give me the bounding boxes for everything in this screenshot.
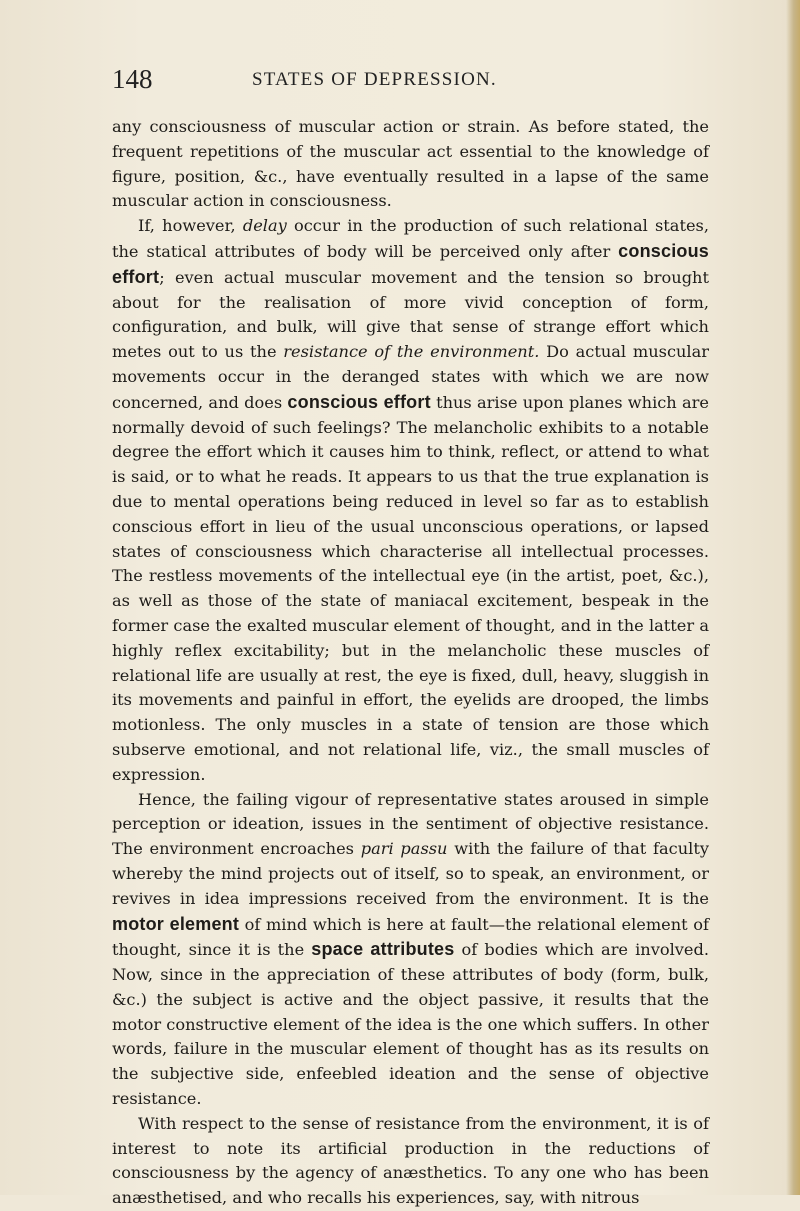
text-run: of bodies which are involved. Now, since in the appreciation of these attributes of body (form, bulk, &c.) the subject is active and the object passive, it results that the motor constructive element of the idea is the one which suffers. In other words, failure in the muscular element of thought has as its results on the subjective side, enfeebled ideation and the sense of objective resistance. bbox=[112, 940, 710, 1109]
text-run: occur in the production of such relational states, the statical attributes of body will be perceived only after bbox=[112, 216, 709, 261]
text-run: ; even actual muscular movement and the tension so brought about for the realisation of more vivid conception of form, configuration, and bulk, will give that sense of strange effort which metes out to us the bbox=[112, 267, 709, 362]
text-run: any consciousness of muscular action or strain. As before stated, the frequent repetitions of the muscular act essential to the knowledge of figure, position, &c., have eventually resulted in a lapse of the same muscular action in consciousness. bbox=[112, 117, 709, 211]
emphasis-term: space attributes bbox=[311, 939, 455, 960]
paragraph-p2 bbox=[112, 214, 709, 787]
paragraph-p3 bbox=[112, 788, 709, 1112]
running-head: STATES OF DEPRESSION. bbox=[252, 69, 497, 90]
page-edge-shadow bbox=[786, 0, 800, 1195]
body-text bbox=[112, 115, 709, 1211]
page-number: 148 bbox=[112, 64, 153, 94]
emphasis-term: motor element bbox=[112, 913, 240, 934]
emphasis-term: conscious effort bbox=[112, 240, 709, 287]
page-header bbox=[0, 60, 800, 100]
text-run: of mind which is here at fault—the relational element of thought, since it is the bbox=[112, 914, 709, 960]
text-run: thus arise upon planes which are normally devoid of such feelings? The melancholic exhibits to a notable degree the effort which it causes him to think, reflect, or attend to what is said, or to what he reads. It appears to us that the true explanation is due to mental operations being reduced in level so far as to establish conscious effort in lieu of the usual unconscious operations, or lapsed states of consciousness which characterise all intellectual processes. The restless movements of the intellectual eye (in the artist, poet, &c.), as well as those of the state of maniacal excitement, bespeak in the former case the exalted muscular element of thought, and in the latter a highly reflex excitability; but in the melancholic these muscles of relational life are usually at rest, the eye is fixed, dull, heavy, sluggish in its movements and painful in effort, the eyelids are drooped, the limbs motionless. The only muscles in a state of tension are those which subserve emotional, and not relational life, viz., the small muscles of expression. bbox=[112, 392, 709, 784]
italic-phrase: delay bbox=[242, 216, 287, 236]
paragraph-p1 bbox=[112, 115, 709, 214]
text-run: Hence, the failing vigour of representative states aroused in simple perception or ideation, issues in the sentiment of objective resistance. The environment encroaches bbox=[112, 789, 709, 859]
italic-phrase: resistance of the environment. bbox=[283, 342, 540, 362]
text-run: With respect to the sense of resistance from the environment, it is of interest to note its artificial production in the reductions of consciousness by the agency of anæsthetics. To any one who has been anæsthetised, and who recalls his experiences, say, with nitrous bbox=[112, 1113, 709, 1208]
emphasis-term: conscious effort bbox=[287, 391, 431, 412]
text-run: with the failure of that faculty whereby the mind projects out of itself, so to speak, an environment, or revives in idea impressions received from the environment. It is the bbox=[112, 839, 709, 908]
paragraph-p4 bbox=[112, 1112, 709, 1211]
text-run: Do actual muscular movements occur in the deranged states with which we are now concerned, and does bbox=[112, 342, 710, 412]
text-run: If, however, bbox=[138, 216, 243, 236]
italic-phrase: pari passu bbox=[360, 839, 448, 859]
